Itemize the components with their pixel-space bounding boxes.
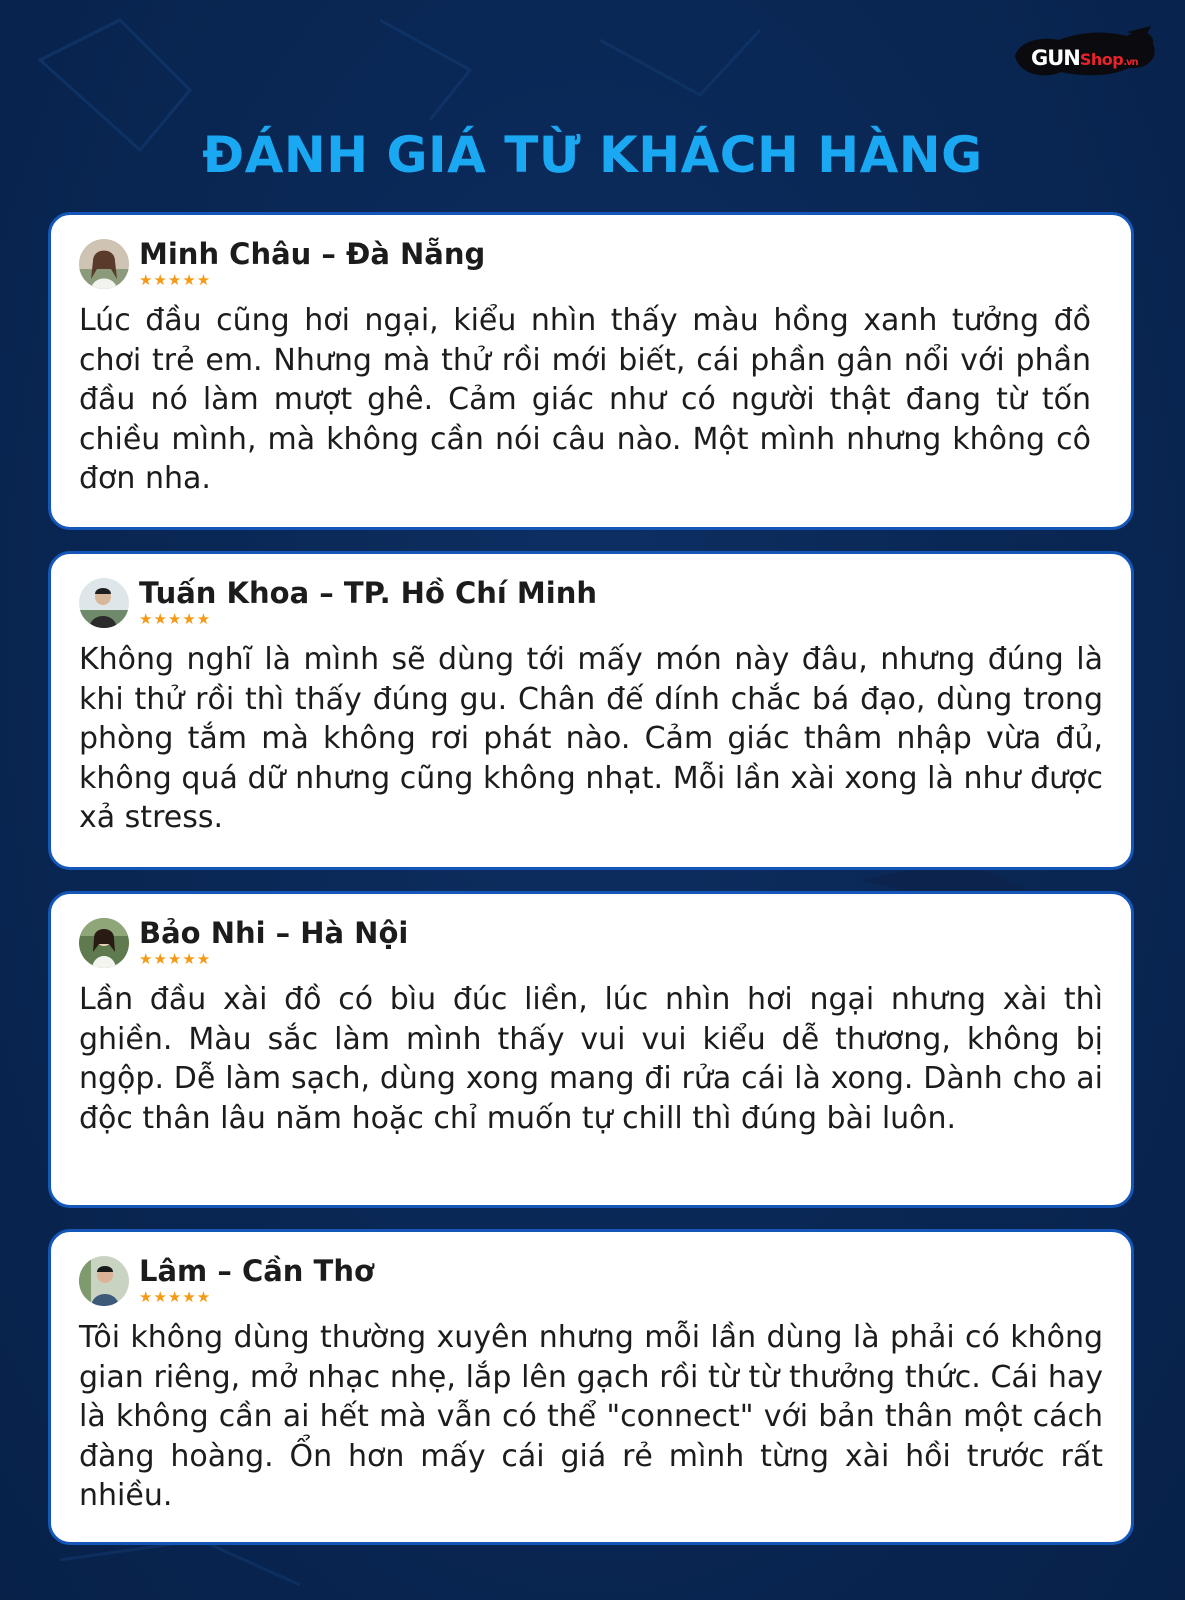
review-text: Tôi không dùng thường xuyên nhưng mỗi lần dùng là phải có không gian riêng, mở nhạc nhẹ, lắp lên gạch rồi từ từ thưởng thức. Cái hay là không cần ai hết mà vẫn có thể "connect" với bản thân một cách đàng hoàng. Ổn hơn mấy cái giá rẻ mình từng xài hồi trước rất nhiều. — [79, 1320, 1103, 1513]
review-card — [48, 1229, 1134, 1545]
logo-shop-text: Shop — [1079, 50, 1124, 69]
avatar-photo-icon — [79, 918, 129, 968]
review-text: Không nghĩ là mình sẽ dùng tới mấy món này đâu, nhưng đúng là khi thử rồi thì thấy đúng gu. Chân đế dính chắc bá đạo, dùng trong phòng tắm mà không rơi phát nào. Cảm giác thâm nhập vừa đủ, không quá dữ nhưng cũng không nhạt. Mỗi lần xài xong là như được xả stress. — [79, 642, 1103, 835]
avatar-photo-icon — [79, 239, 129, 289]
reviewer-name: Tuấn Khoa – TP. Hồ Chí Minh — [139, 576, 598, 610]
avatar-photo-icon — [79, 1256, 129, 1306]
star-rating: ★★★★★ — [139, 950, 212, 968]
review-card — [48, 891, 1134, 1208]
logo-main-text: GUN — [1031, 46, 1080, 70]
avatar — [79, 918, 129, 968]
star-rating: ★★★★★ — [139, 610, 212, 628]
avatar — [79, 239, 129, 289]
star-rating: ★★★★★ — [139, 271, 212, 289]
review-card — [48, 212, 1134, 530]
page-title: ĐÁNH GIÁ TỪ KHÁCH HÀNG — [202, 126, 983, 184]
review-text: Lúc đầu cũng hơi ngại, kiểu nhìn thấy màu hồng xanh tưởng đồ chơi trẻ em. Nhưng mà thử rồi mới biết, cái phần gân nổi với phần đầu nó làm mượt ghê. Cảm giác như có người thật đang từ tốn chiều mình, mà không cần nói câu nào. Một mình nhưng không cô đơn nha. — [79, 303, 1091, 496]
avatar — [79, 578, 129, 628]
reviewer-name: Bảo Nhi – Hà Nội — [139, 916, 409, 950]
avatar-photo-icon — [79, 578, 129, 628]
star-rating: ★★★★★ — [139, 1288, 212, 1306]
reviewer-name: Minh Châu – Đà Nẵng — [139, 237, 486, 271]
reviewer-name: Lâm – Cần Thơ — [139, 1254, 374, 1288]
logo-wordmark — [1031, 46, 1138, 70]
logo-domain-text: .vn — [1123, 57, 1138, 68]
review-card — [48, 551, 1134, 870]
review-text: Lần đầu xài đồ có bìu đúc liền, lúc nhìn hơi ngại nhưng xài thì ghiền. Màu sắc làm mình thấy vui vui kiểu dễ thương, không bị ngộp. Dễ làm sạch, dùng xong mang đi rửa cái là xong. Dành cho ai độc thân lâu năm hoặc chỉ muốn tự chill thì đúng bài luôn. — [79, 982, 1103, 1136]
avatar — [79, 1256, 129, 1306]
gunshop-logo[interactable] — [1009, 24, 1159, 84]
